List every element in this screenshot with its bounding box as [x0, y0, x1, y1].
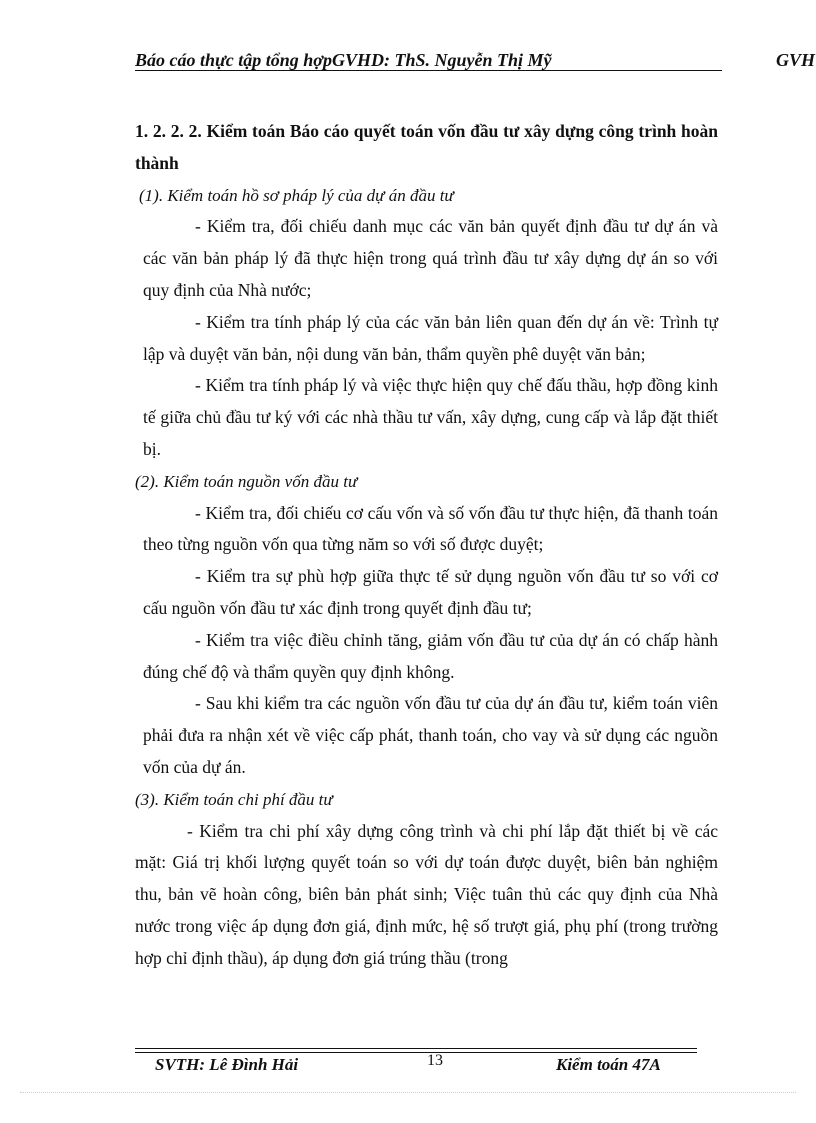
paragraph: - Kiểm tra, đối chiếu cơ cấu vốn và số vốn đầu tư thực hiện, đã thanh toán theo từng nguồn vốn qua từng năm so với số được duyệt;: [143, 502, 718, 555]
footer-class: Kiểm toán 47A: [556, 1055, 661, 1074]
header-right-text: GVH: [776, 50, 816, 70]
footer-rule-top: [135, 1048, 697, 1049]
section-heading: 1. 2. 2. 2. Kiểm toán Báo cáo quyết toán vốn đầu tư xây dựng công trình hoàn thành: [135, 121, 718, 173]
paragraph: - Kiểm tra chi phí xây dựng công trình và chi phí lắp đặt thiết bị về các mặt: Giá trị khối lượng quyết toán so với dự toán được duyệt, biên bản nghiệm thu, bản vẽ hoàn công, biên bản phát sinh; Việc tuân thủ các quy định của Nhà nước trong việc áp dụng đơn giá, định mức, hệ số trượt giá, phụ phí (trong trường hợp chỉ định thầu), áp dụng đơn giá trúng thầu (trong: [135, 820, 718, 968]
header-title: Báo cáo thực tập tổng hợpGVHD: ThS. Nguyễn Thị Mỹ: [135, 50, 552, 70]
page-bottom-edge: [20, 1092, 796, 1093]
paragraph: - Kiểm tra, đối chiếu danh mục các văn bản quyết định đầu tư dự án và các văn bản pháp lý đã thực hiện trong quá trình đầu tư xây dựng dự án so với quy định của Nhà nước;: [143, 216, 718, 300]
paragraph: - Kiểm tra sự phù hợp giữa thực tế sử dụng nguồn vốn đầu tư so với cơ cấu nguồn vốn đầu tư xác định trong quyết định đầu tư;: [143, 566, 718, 618]
paragraph: - Kiểm tra tính pháp lý của các văn bản liên quan đến dự án về: Trình tự lập và duyệt văn bản, nội dung văn bản, thẩm quyền phê duyệt văn bản;: [143, 311, 718, 364]
footer-student: SVTH: Lê Đình Hải: [155, 1055, 299, 1074]
header-rule: [135, 70, 722, 71]
paragraph: - Sau khi kiểm tra các nguồn vốn đầu tư của dự án đầu tư, kiểm toán viên phải đưa ra nhận xét về việc cấp phát, thanh toán, cho vay và sử dụng các nguồn vốn của dự án.: [143, 693, 718, 777]
paragraph: - Kiểm tra tính pháp lý và việc thực hiện quy chế đấu thầu, hợp đồng kinh tế giữa chủ đầu tư ký với các nhà thầu tư vấn, xây dựng, cung cấp và lắp đặt thiết bị.: [143, 375, 718, 459]
page-number: 13: [427, 1052, 443, 1069]
subsection-title-3: (3). Kiểm toán chi phí đầu tư: [135, 789, 333, 809]
footer-rule-bottom: [135, 1052, 697, 1053]
subsection-title-1: (1). Kiểm toán hồ sơ pháp lý của dự án đầu tư: [139, 185, 454, 205]
paragraph: - Kiểm tra việc điều chỉnh tăng, giảm vốn đầu tư của dự án có chấp hành đúng chế độ và thẩm quyền quy định không.: [143, 629, 718, 682]
subsection-title-2: (2). Kiểm toán nguồn vốn đầu tư: [135, 471, 358, 491]
document-body: [135, 116, 718, 975]
